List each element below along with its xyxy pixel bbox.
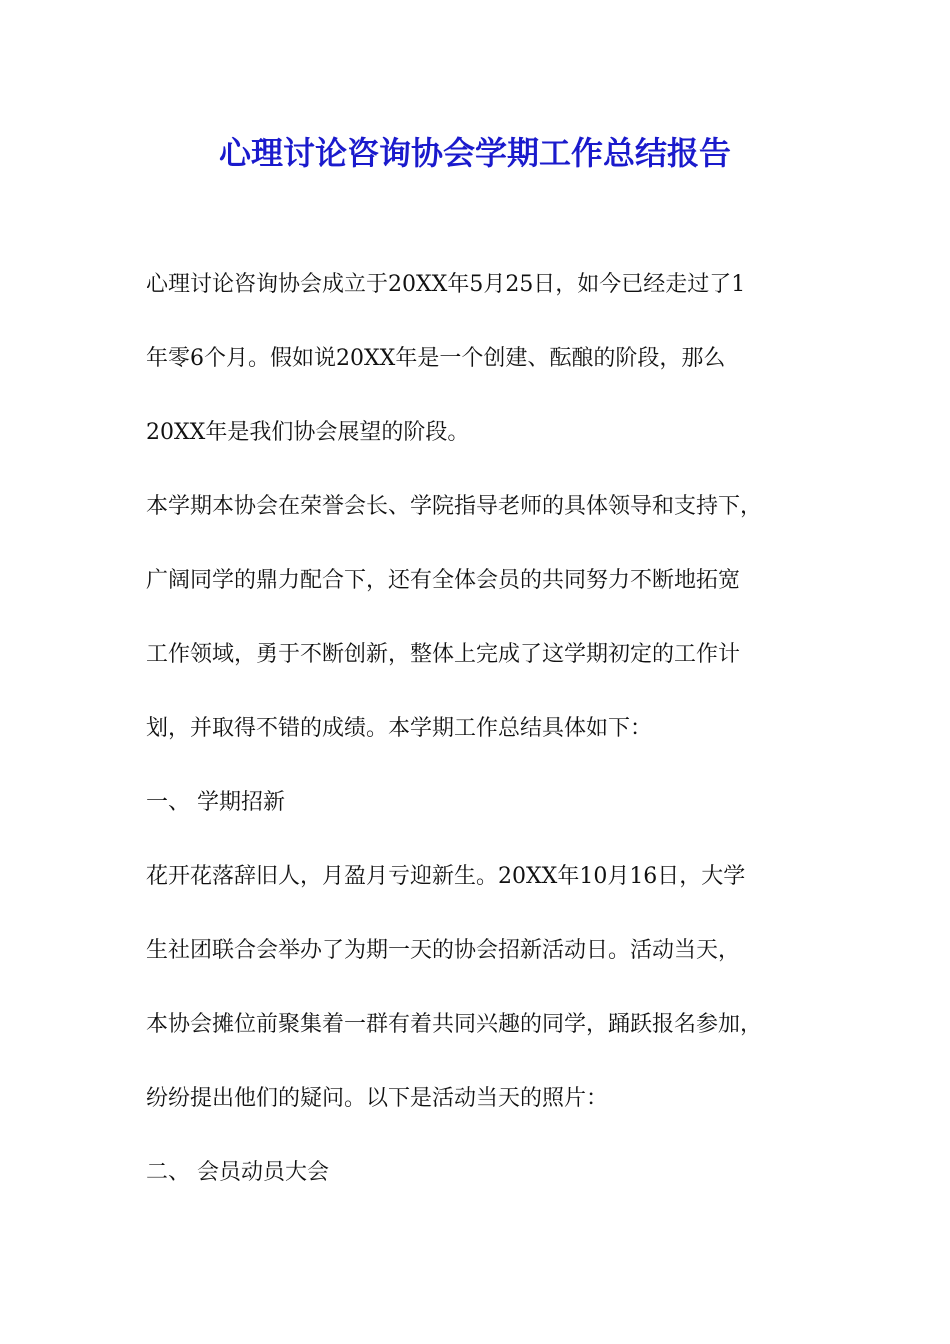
paragraph-line: 本协会摊位前聚集着一群有着共同兴趣的同学，踊跃报名参加， [146,1012,763,1037]
paragraph-line: 心理讨论咨询协会成立于20XX年5月25日，如今已经走过了1 [146,272,746,297]
paragraph-line: 纷纷提出他们的疑问。以下是活动当天的照片： [146,1086,609,1111]
paragraph-line: 本学期本协会在荣誉会长、学院指导老师的具体领导和支持下， [146,494,763,519]
paragraph-line: 生社团联合会举办了为期一天的协会招新活动日。活动当天， [146,938,741,963]
document-body [146,258,816,1220]
paragraph-line: 花开花落辞旧人，月盈月亏迎新生。20XX年10月16日，大学 [146,864,746,889]
paragraph-line: 工作领域，勇于不断创新，整体上完成了这学期初定的工作计 [146,642,741,667]
paragraph-line: 20XX年是我们协会展望的阶段。 [146,420,470,445]
section-heading: 二、 会员动员大会 [146,1160,329,1185]
paragraph-line: 广阔同学的鼎力配合下，还有全体会员的共同努力不断地拓宽 [146,568,741,593]
document-title: 心理讨论咨询协会学期工作总结报告 [218,134,731,172]
paragraph-line: 年零6个月。假如说20XX年是一个创建、酝酿的阶段，那么 [146,346,726,371]
paragraph-line: 划，并取得不错的成绩。本学期工作总结具体如下： [146,716,653,741]
section-heading: 一、 学期招新 [146,790,285,815]
